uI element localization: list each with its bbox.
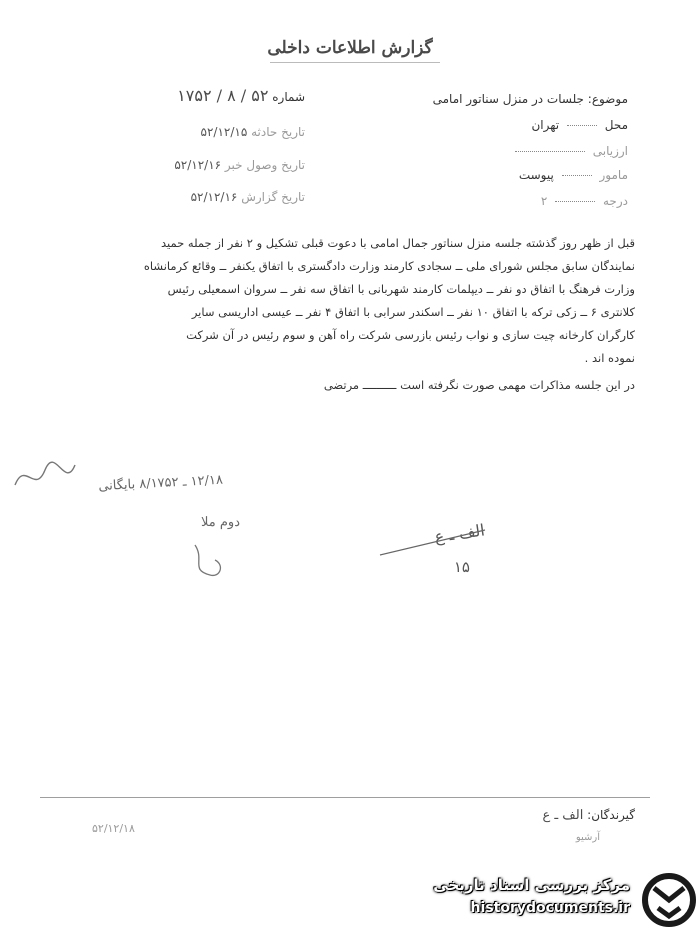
receipt-date-label: تاریخ وصول خبر bbox=[224, 158, 305, 172]
watermark-line2: historydocuments.ir bbox=[470, 900, 630, 916]
signature-right: الف ـ ع bbox=[433, 520, 486, 547]
body-line: وزارت فرهنگ با اتفاق دو نفر ــ دیپلمات کارمند شهربانی با اتفاق سه نفر ــ سروان اسمعیلی رئیس bbox=[167, 282, 635, 296]
signature-stroke-icon bbox=[375, 525, 490, 565]
grade-label: درجه bbox=[603, 194, 628, 208]
footer-number: ۵۲/۱۲/۱۸ bbox=[92, 822, 135, 835]
body-line: کارگران کارخانه چیت سازی و نواب رئیس بازرسی شرکت راه آهن و سوم رئیس در آن شرکت bbox=[186, 328, 635, 342]
document-title: گزارش اطلاعات داخلی bbox=[267, 38, 433, 58]
body-line: قبل از ظهر روز گذشته جلسه منزل سناتور جمال امامی با دعوت قبلی تشکیل و ۲ نفر از جمله حمید bbox=[161, 236, 635, 250]
incident-date-value: ۵۲/۱۲/۱۵ bbox=[200, 125, 248, 139]
place-label: محل bbox=[604, 118, 628, 132]
margin-note: ۱۲/۱۸ ـ ۸/۱۷۵۲ بایگانی bbox=[98, 472, 224, 495]
number-value: ۵۲ / ۸ / ۱۷۵۲ bbox=[177, 86, 269, 105]
footer-label: گیرندگان: bbox=[587, 808, 635, 822]
grade-value: ۲ bbox=[540, 194, 548, 208]
place-value: تهران bbox=[531, 118, 560, 132]
footer-recipients bbox=[440, 808, 635, 823]
body-line: کلانتری ۶ ــ زکی ترکه با اتفاق ۱۰ نفر ــ اسکندر سرابی با اتفاق ۴ نفر ــ عیسی اداریسی سایر bbox=[191, 305, 635, 319]
signature-right-number: ۱۵ bbox=[453, 558, 470, 576]
watermark bbox=[420, 870, 700, 932]
subject-field: موضوع: جلسات در منزل سناتور امامی bbox=[432, 92, 628, 106]
report-date-label: تاریخ گزارش bbox=[241, 190, 305, 204]
number-label: شماره bbox=[272, 90, 305, 104]
watermark-line1: مرکز بررسی اسناد تاریخی bbox=[433, 876, 630, 894]
officer-label: مامور bbox=[599, 168, 628, 182]
receipt-date-field bbox=[100, 158, 305, 172]
place-field bbox=[440, 118, 628, 132]
closing-line: در این جلسه مذاکرات مهمی صورت نگرفته است ــــــــــ مرتضی bbox=[323, 378, 635, 392]
body-line: نمایندگان سابق مجلس شورای ملی ــ سجادی کارمند وزارت دادگستری با اتفاق یکنفر ــ وقائع کرمانشاه bbox=[143, 259, 635, 273]
source-field bbox=[480, 144, 628, 158]
officer-field bbox=[460, 168, 628, 182]
margin-note-2: دوم ملا bbox=[201, 515, 240, 530]
number-field bbox=[95, 86, 305, 105]
title-underline bbox=[270, 62, 440, 63]
incident-date-label: تاریخ حادثه bbox=[251, 125, 305, 139]
footer-value: الف ـ ع bbox=[542, 808, 584, 823]
receipt-date-value: ۵۲/۱۲/۱۶ bbox=[174, 158, 222, 172]
handwritten-scribble-icon bbox=[10, 455, 80, 505]
source-label: ارزیابی bbox=[592, 144, 628, 158]
grade-field bbox=[470, 194, 628, 208]
report-date-field bbox=[100, 190, 305, 204]
footer-sub: آرشیو bbox=[575, 832, 600, 843]
footer-divider bbox=[40, 797, 650, 798]
report-body bbox=[70, 236, 635, 401]
book-pages-logo-icon bbox=[640, 870, 698, 930]
report-date-value: ۵۲/۱۲/۱۶ bbox=[190, 190, 238, 204]
signature-mark-icon bbox=[185, 540, 235, 585]
incident-date-field bbox=[115, 125, 305, 139]
body-line: نموده اند . bbox=[584, 351, 635, 365]
attachment-label: پیوست bbox=[518, 168, 554, 182]
